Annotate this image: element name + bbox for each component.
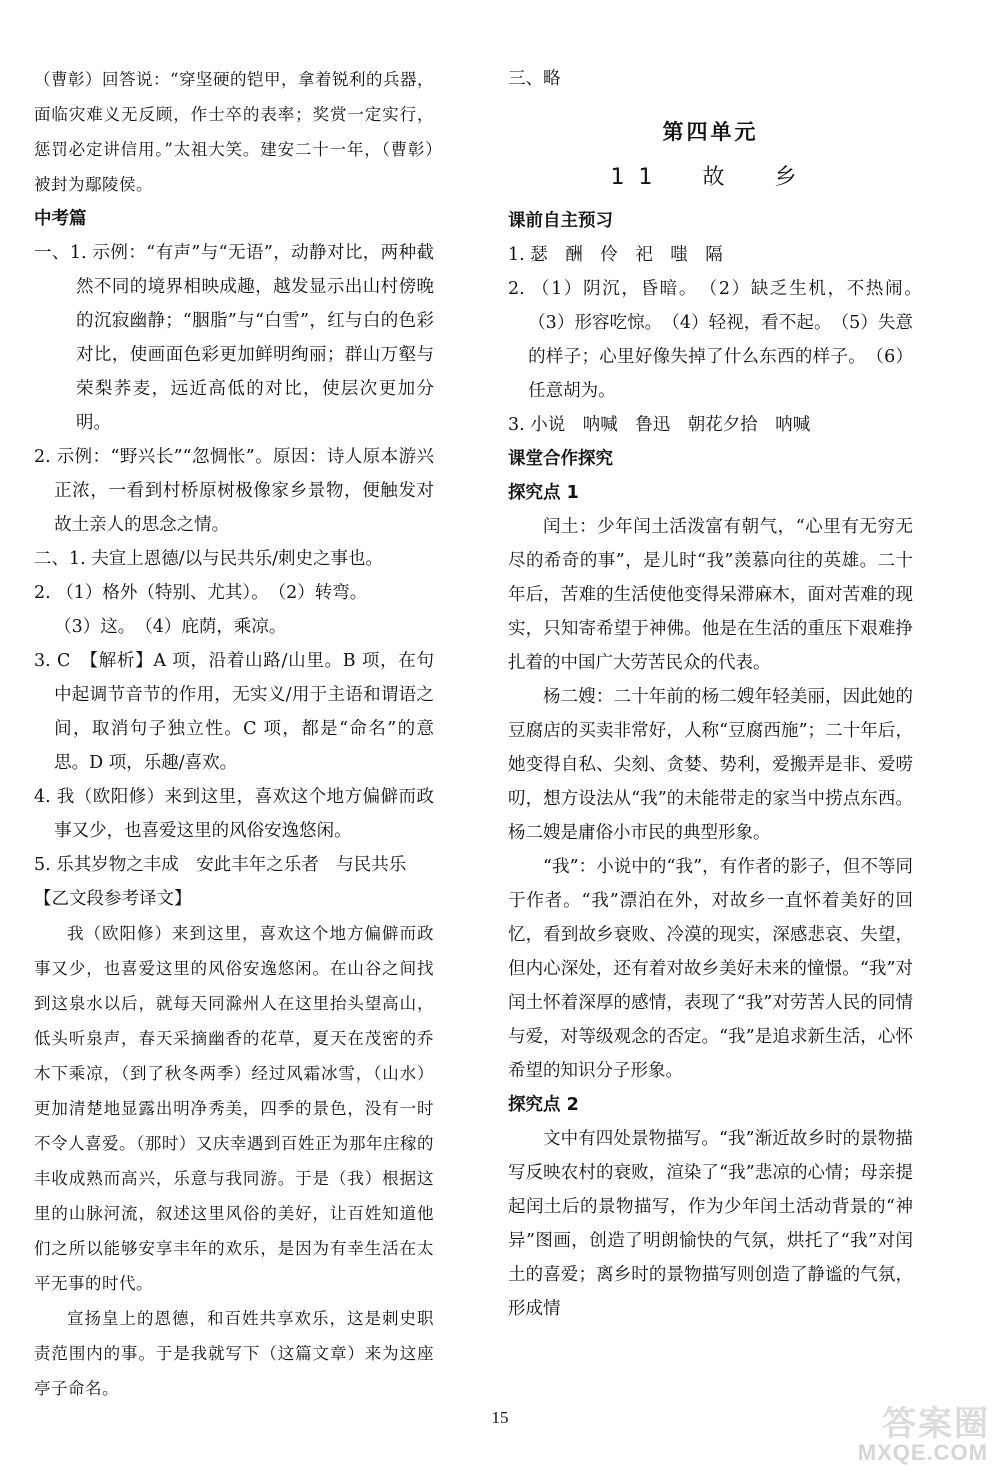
answer-1-2: 2. 示例：“野兴长”“忽惆怅”。原因：诗人原本游兴正浓，一看到村桥原树极像家乡景物，便触发对故土亲人的思念之情。: [34, 447, 434, 535]
section-heading-tanjiu: 课堂合作探究: [508, 449, 613, 469]
answer-2-3: 3. C 【解析】A 项，沿着山路/山里。B 项，在句中起调节音节的作用，无实义/用于主语和谓语之间，取消句子独立性。C 项，都是“命名”的意思。D 项，乐趣/喜欢。: [34, 651, 434, 773]
translation-paragraph-1: 我（欧阳修）来到这里，喜欢这个地方偏僻而政事又少，也喜爱这里的风俗安逸悠闲。在山谷之间找到这泉水以后，就每天同滁州人在这里抬头望高山，低头听泉声，春天采摘幽香的花草，夏天在茂密的乔木下乘凉，（到了秋冬两季）经过风霜冰雪，（山水）更加清楚地显露出明净秀美，四季的景色，没有一时不令人喜爱。（那时）又庆幸遇到百姓正为那年庄稼的丰收成熟而高兴，乐意与我同游。于是（我）根据这里的山脉河流，叙述这里风俗的美好，让百姓知道他们之所以能够安享丰年的欢乐，是因为有幸生活在太平无事的时代。: [34, 924, 434, 1293]
left-column: [34, 62, 434, 1406]
explore-point-1-heading: 探究点 1: [508, 483, 579, 503]
answer-2-2a: 2. （1）格外（特别、尤其）。 （2）转弯。: [34, 583, 368, 603]
section-heading-yiwen: 【乙文段参考译文】: [34, 889, 192, 909]
preview-answer-3: 3. 小说 呐喊 鲁迅 朝花夕拾 呐喊: [508, 415, 811, 435]
page-number: 15: [491, 1408, 509, 1427]
preview-answer-2: 2. （1）阴沉，昏暗。 （2）缺乏生机，不热闹。 （3）形容吃惊。 （4）轻视，看不起。 （5）失意的样子；心里好像失掉了什么东西的样子。 （6）任意胡为。: [508, 279, 931, 401]
lesson-title: 11 故 乡: [610, 165, 811, 190]
right-column: [508, 62, 931, 1326]
intro-paragraph: （曹彰）回答说：“穿坚硬的铠甲，拿着锐利的兵器，面临灾难义无反顾，作士卒的表率；奖赏一定实行，惩罚必定讲信用。”太祖大笑。建安二十一年，（曹彰）被封为鄢陵侯。: [34, 70, 434, 194]
explore-point-2-heading: 探究点 2: [508, 1095, 579, 1115]
section-heading-zhongkao: 中考篇: [34, 209, 87, 229]
answer-1-1: 一、1. 示例：“有声”与“无语”，动静对比，两种截然不同的境界相映成趣，越发显示出山村傍晚的沉寂幽静；“胭脂”与“白雪”，红与白的色彩对比，使画面色彩更加鲜明绚丽；群山万壑与荣梨荞麦，远近高低的对比，使层次更加分明。: [34, 243, 434, 433]
answer-2-2b: （3）这。 （4）庇荫，乘凉。: [54, 617, 287, 637]
runtu-paragraph: 闰土：少年闰土活泼富有朝气，“心里有无穷无尽的希奇的事”，是儿时“我”羡慕向往的英雄。二十年后，苦难的生活使他变得呆滞麻木，面对苦难的现实，只知寄希望于神佛。他是在生活的重压下艰难挣扎着的中国广大劳苦民众的代表。: [508, 517, 913, 673]
watermark-logo: 答案圈: [882, 1404, 990, 1444]
answer-2-4: 4. 我（欧阳修）来到这里，喜欢这个地方偏僻而政事又少，也喜爱这里的风俗安逸悠闲。: [34, 787, 434, 841]
unit-title: 第四单元: [662, 120, 759, 144]
wo-paragraph: “我”：小说中的“我”，有作者的影子，但不等同于作者。“我”漂泊在外，对故乡一直怀着美好的回忆，看到故乡衰败、冷漠的现实，深感悲哀、失望，但内心深处，还有着对故乡美好未来的憧憬。“我”对闰土怀着深厚的感情，表现了“我”对劳苦人民的同情与爱，对等级观念的否定。“我”是追求新生活，心怀希望的知识分子形象。: [508, 857, 913, 1081]
yang-paragraph: 杨二嫂：二十年前的杨二嫂年轻美丽，因此她的豆腐店的买卖非常好，人称“豆腐西施”；二十年后，她变得自私、尖刻、贪婪、势利，爱搬弄是非、爱唠叨，想方设法从“我”的未能带走的家当中捞点东西。杨二嫂是庸俗小市民的典型形象。: [508, 687, 913, 843]
watermark: [844, 1396, 994, 1466]
answer-2-5: 5. 乐其岁物之丰成 安此丰年之乐者 与民共乐: [34, 855, 407, 875]
watermark-site: MXQE.COM: [857, 1440, 988, 1465]
answer-3: 三、略: [508, 69, 561, 89]
answer-2-1: 二、1. 夫宣上恩德/以与民共乐/刺史之事也。: [34, 549, 384, 569]
translation-paragraph-2: 宣扬皇上的恩德，和百姓共享欢乐，这是刺史职责范围内的事。于是我就写下（这篇文章）来为这座亭子命名。: [34, 1309, 434, 1398]
scenery-paragraph: 文中有四处景物描写。“我”渐近故乡时的景物描写反映农村的衰败，渲染了“我”悲凉的心情；母亲提起闰土后的景物描写，作为少年闰土活动背景的“神异”图画，创造了明朗愉快的气氛，烘托了“我”对闰土的喜爱；离乡时的景物描写则创造了静谧的气氛，形成情: [508, 1129, 913, 1319]
preview-answer-1: 1. 瑟 酬 伶 祀 嗤 隔: [508, 245, 723, 265]
section-heading-yuxi: 课前自主预习: [508, 211, 613, 231]
